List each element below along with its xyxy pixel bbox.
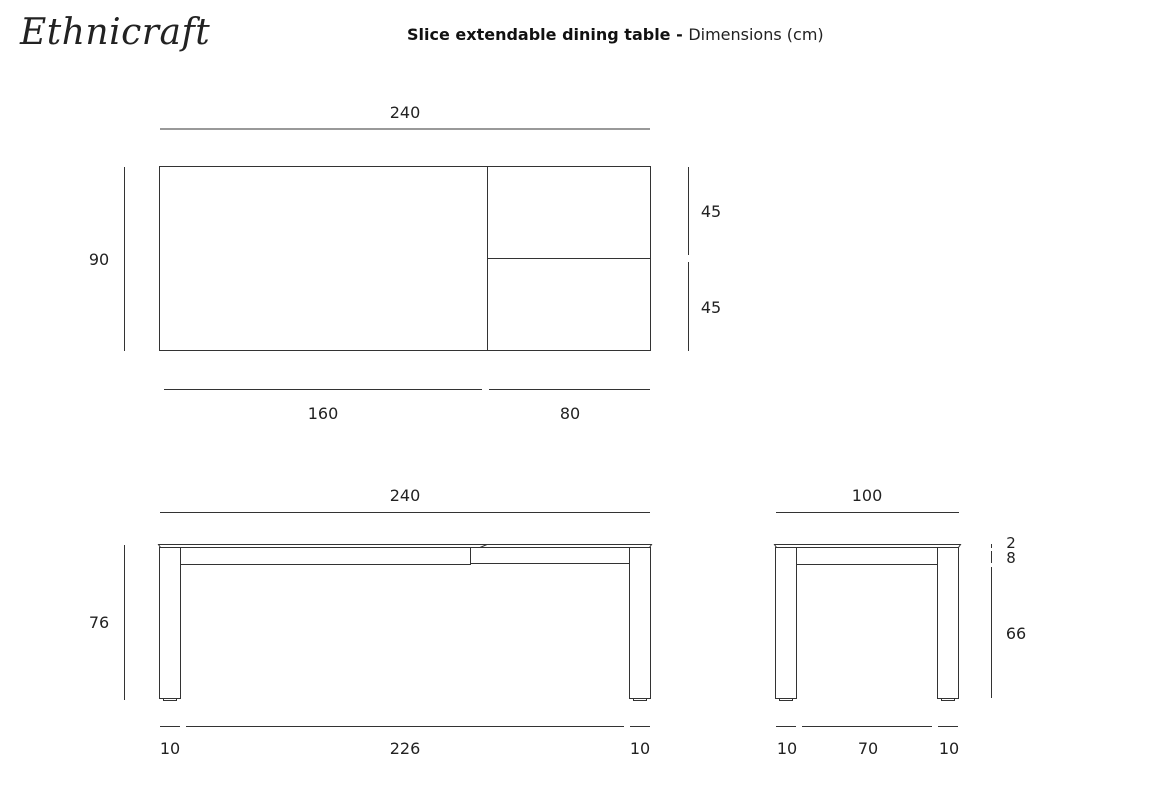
label-front-leg-left: 10: [159, 739, 181, 758]
label-leaf-lower: 45: [700, 298, 722, 317]
label-front-between: 226: [389, 739, 421, 758]
label-side-width: 100: [851, 486, 883, 505]
side-leg-left: [776, 548, 797, 699]
front-view: [89, 486, 652, 758]
front-apron: [181, 548, 471, 565]
label-top-thickness: 2: [1006, 534, 1016, 552]
front-foot-left: [164, 699, 177, 701]
front-extension-apron: [471, 548, 630, 564]
label-height: 76: [88, 613, 110, 632]
label-extension-length: 80: [559, 404, 581, 423]
ethnicraft-logo: Ethnicraft: [20, 12, 211, 53]
label-front-leg-right: 10: [629, 739, 651, 758]
front-foot-right: [634, 699, 647, 701]
label-depth: 90: [88, 250, 110, 269]
top-view: [89, 103, 721, 423]
label-table-length: 160: [307, 404, 339, 423]
side-view: [775, 486, 1027, 758]
label-leg-height: 66: [1005, 624, 1027, 643]
label-side-between: 70: [857, 739, 879, 758]
label-front-total: 240: [389, 486, 421, 505]
label-apron-height: 8: [1006, 549, 1016, 567]
label-leaf-upper: 45: [700, 202, 722, 221]
title-separator: -: [670, 25, 689, 44]
label-side-leg-left: 10: [776, 739, 798, 758]
side-leg-right: [938, 548, 959, 699]
side-foot-right: [942, 699, 955, 701]
product-name: Slice extendable dining table: [407, 25, 671, 44]
dimensions-label: Dimensions (cm): [688, 25, 824, 44]
front-leg-left: [160, 548, 181, 699]
side-apron: [797, 548, 938, 565]
side-foot-left: [780, 699, 793, 701]
label-top-total: 240: [389, 103, 421, 122]
front-leg-right: [630, 548, 651, 699]
label-side-leg-right: 10: [938, 739, 960, 758]
